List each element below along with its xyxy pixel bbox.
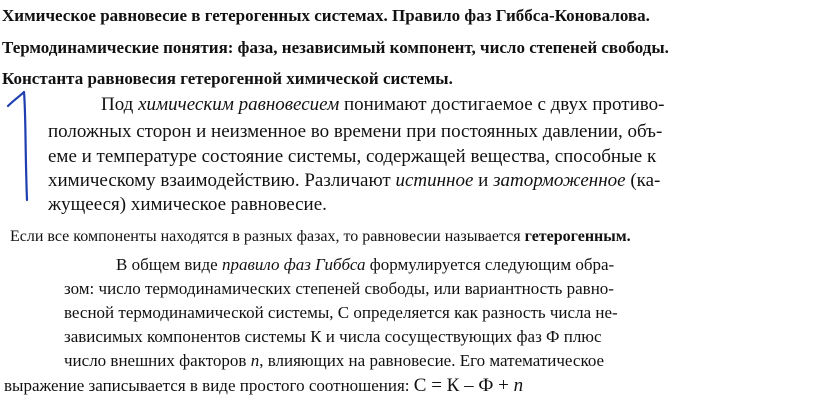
para1-line1: Под химическим равновесием понимают достигаемое с двух противо- [101,94,665,115]
para2: Если все компоненты находятся в разных фазах, то равновесии называется гетерогенным. [10,228,631,245]
para3-line5: число внешних факторов n, влияющих на равновесие. Его математическое [64,351,605,370]
para3-line2: зом: число термодинамических степеней свободы, или вариантность равно- [64,279,614,298]
gibbs-formula: С = К – Ф + n [413,375,524,396]
para1-line4: химическому взаимодействию. Различают истинное и заторможенное (ка- [48,170,661,191]
para1-line5: жущееся) химическое равновесие. [48,194,327,215]
heading-concepts: Термодинамические понятия: фаза, независимый компонент, число степеней свободы. [2,38,669,57]
para3-line4: зависимых компонентов системы К и числа сосуществующих фаз Ф плюс [64,327,602,346]
heading-constant: Константа равновесия гетерогенной химической системы. [2,69,453,88]
para3-line1: В общем виде правило фаз Гиббса формулируется следующим обра- [116,255,615,274]
para1-line3: еме и температуре состояние системы, содержащей вещества, способные к [48,146,657,167]
handwritten-bracket-mark [0,88,40,204]
heading-title: Химическое равновесие в гетерогенных системах. Правило фаз Гиббса-Коновалова. [2,6,650,25]
para1-line2: положных сторон и неизменное во времени при постоянных давлении, объ- [48,121,663,142]
para3-line6: выражение записывается в виде простого соотношения: С = К – Ф + n [4,375,524,396]
para3-line3: весной термодинамической системы, С определяется как разность числа не- [64,303,618,322]
